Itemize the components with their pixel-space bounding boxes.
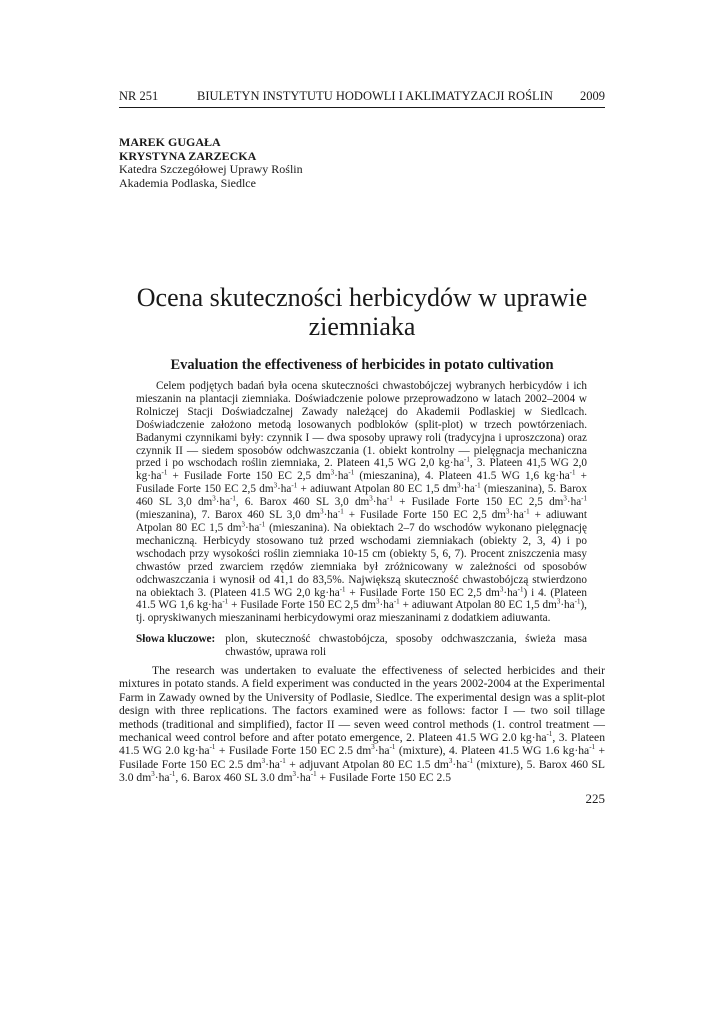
- affiliation-line: Akademia Podlaska, Siedlce: [119, 175, 256, 190]
- abstract-english: The research was undertaken to evaluate the effectiveness of selected herbicides and their mixtures in potato stands. A field experiment was conducted in the years 2002-2004 at the Experimental Farm in Zawady owned by the University of Podlasie, Siedlce. The experimental design was a split-plot design with three replications. The factors examined were as follows: factor I — two soil tillage methods (traditional and simplified), factor II — seven weed control methods (1. control treatment — mechanical weed control before and after potato emergence, 2. Plateen 41.5 WG 2.0 $kg\cdot ha^{-1}$, 3. Plateen 41.5 WG 2.0 $kg\cdot ha^{-1}$ + Fusilade Forte 150 EC 2.5 $dm^3\cdot ha^{-1}$ (mixture), 4. Plateen 41.5 WG 1.6 $kg\cdot ha^{-1}$ + Fusilade Forte 150 EC 2.5 $dm^3\cdot ha^{-1}$ + adjuvant Atpolan 80 EC 1.5 $dm^3\cdot ha^{-1}$ (mixture), 5. Barox 460 SL 3.0 $dm^3\cdot ha^{-1}$, 6. Barox 460 SL 3.0 $dm^3\cdot ha^{-1}$ + Fusilade Forte 150 EC 2.5: [119, 664, 606, 785]
- page-number: 225: [585, 791, 605, 806]
- author-name: MAREK GUGAŁA: [119, 135, 221, 149]
- affiliation-line: Katedra Szczegółowej Uprawy Roślin: [119, 162, 303, 176]
- journal-name: BIULETYN INSTYTUTU HODOWLI I AKLIMATYZACJI ROŚLIN: [197, 89, 553, 103]
- keywords-text: plon, skuteczność chwastobójcza, sposoby odchwaszczania, świeża masa chwastów, uprawa roli: [225, 633, 587, 658]
- running-header: [119, 89, 605, 108]
- keywords-label: Słowa kluczowe:: [136, 633, 216, 645]
- author-block: [119, 136, 303, 190]
- keywords: [136, 633, 587, 659]
- publication-year: 2009: [580, 89, 605, 103]
- author-name: KRYSTYNA ZARZECKA: [119, 148, 257, 163]
- issue-number: NR 251: [119, 89, 159, 103]
- english-title: Evaluation the effectiveness of herbicides in potato cultivation: [170, 357, 554, 373]
- paper-title: Ocena skuteczności herbicydów w uprawie ziemniaka: [136, 283, 588, 341]
- abstract-polish: Celem podjętych badań była ocena skuteczności chwastobójczej wybranych herbicydów i ich mieszanin na plantacji ziemniaka. Doświadczenie polowe przeprowadzono w latach 2002–2004 w Rolniczej Stacji Doświadczalnej Zawady należącej do Akademii Podlaskiej w Siedlcach. Doświadczenie założono metodą losowanych podbloków (split-plot) w trzech powtórzeniach. Badanymi czynnikami były: czynnik I — dwa sposoby uprawy roli (tradycyjna i uproszczona) oraz czynnik II — siedem sposobów odchwaszczania (1. obiekt kontrolny — pielęgnacja mechaniczna przed i po wschodach roślin ziemniaka, 2. Plateen 41,5 WG 2,0 $kg\cdot ha^{-1}$, 3. Plateen 41,5 WG 2,0 $kg\cdot ha^{-1}$ + Fusilade Forte 150 EC 2,5 $dm^3\cdot ha^{-1}$ (mieszanina), 4. Plateen 41.5 WG 1,6 $kg\cdot ha^{-1}$ + Fusilade Forte 150 EC 2,5 $dm^3\cdot ha^{-1}$ + adiuwant Atpolan 80 EC 1,5 $dm^3\cdot ha^{-1}$ (mieszanina), 5. Barox 460 SL 3,0 $dm^3\cdot ha^{-1}$, 6. Barox 460 SL 3,0 $dm^3\cdot ha^{-1}$ + Fusilade Forte 150 EC 2,5 $dm^3\cdot ha^{-1}$ (mieszanina), 7. Barox 460 SL 3,0 $dm^3\cdot ha^{-1}$ + Fusilade Forte 150 EC 2,5 $dm^3\cdot ha^{-1}$ + adiuwant Atpolan 80 EC 1,5 $dm^3\cdot ha^{-1}$ (mieszanina). Na obiektach 2–7 do wschodów wykonano pielęgnację mechaniczną. Herbicydy stosowano tuż przed wschodami ziemniakach (obiekty 2, 3, 4) i po wschodach przy wysokości roślin ziemniaka 10-15 cm (obiekty 5, 6, 7). Procent zniszczenia masy chwastów przed zwarciem rzędów ziemniaka był zróżnicowany w zależności od sposobów odchwaszczania i wynosił od 41,1 do 83,5%. Największą skuteczność chwastobójczą stwierdzono na obiektach 3. (Plateen 41.5 WG 2,0 $kg\cdot ha^{-1}$ + Fusilade Forte 150 EC 2,5 $dm^3\cdot ha^{-1}$) i 4. (Plateen 41.5 WG 1,6 $kg\cdot ha^{-1}$ + Fusilade Forte 150 EC 2,5 $dm^3\cdot ha^{-1}$ + adiuwant Atpolan 80 EC 1,5 $dm^3\cdot ha^{-1}$), tj. opryskiwanych mieszaninami herbicydowymi oraz mieszaninami z dodatkiem adiuwanta.: [136, 380, 588, 625]
